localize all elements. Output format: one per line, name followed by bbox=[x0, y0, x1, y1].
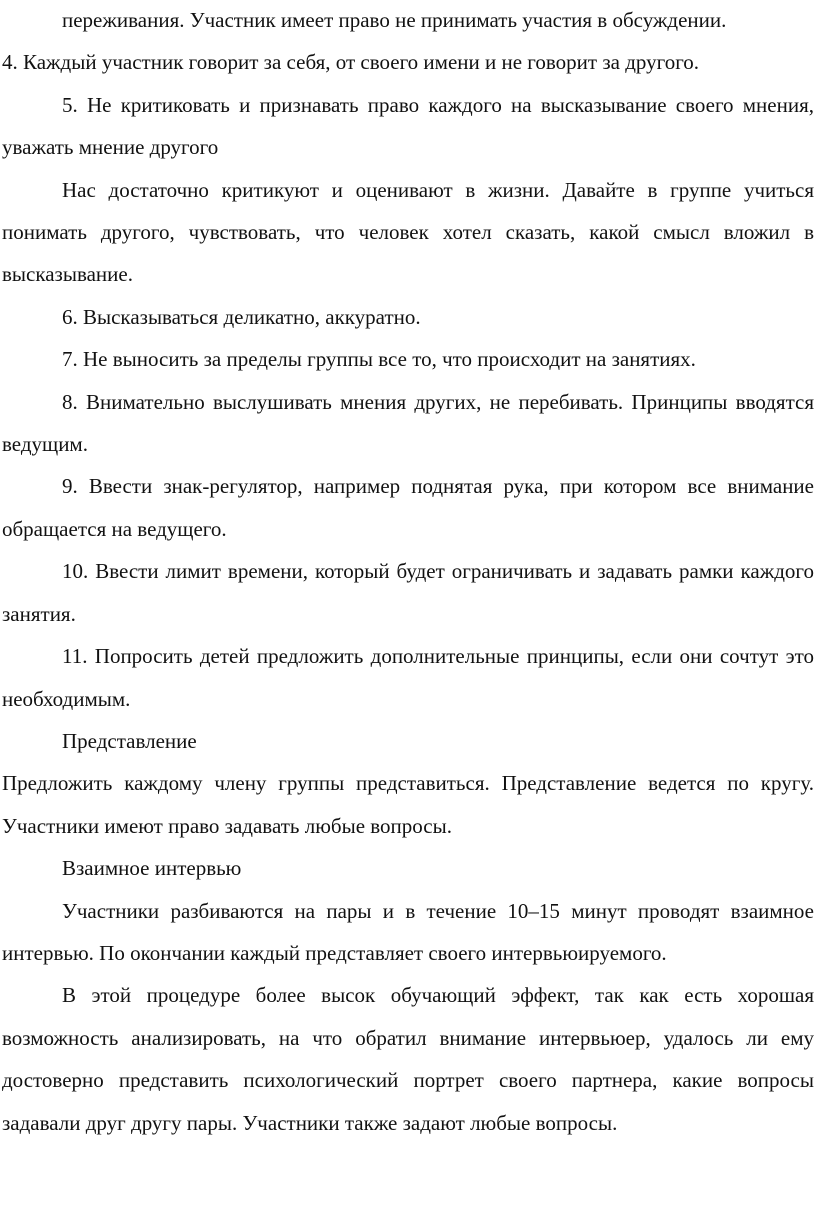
paragraph-participation-right: переживания. Участник имеет право не принимать участия в обсуждении. bbox=[62, 8, 727, 32]
paragraph-rule-7: 7. Не выносить за пределы группы все то, что происходит на занятиях. bbox=[62, 347, 696, 372]
paragraph-rule-6: 6. Высказываться деликатно, аккуратно. bbox=[62, 304, 421, 329]
paragraph-rule-11: 11. Попросить детей предложить дополнительные принципы, если они сочтут это необходимым. bbox=[2, 644, 814, 711]
paragraph-rule-9: 9. Ввести знак-регулятор, например поднятая рука, при котором все внимание обращается на ведущего. bbox=[2, 474, 814, 541]
paragraph-introduction: Предложить каждому члену группы представиться. Представление ведется по кругу. Участники имеют право задавать любые вопросы. bbox=[2, 771, 814, 838]
paragraph-rule-4: 4. Каждый участник говорит за себя, от своего имени и не говорит за другого. bbox=[2, 50, 700, 75]
paragraph-rule-5: 5. Не критиковать и признавать право каждого на высказывание своего мнения, уважать мнение другого bbox=[2, 92, 814, 160]
heading-mutual-interview: Взаимное интервью bbox=[62, 856, 242, 881]
heading-introduction: Представление bbox=[62, 728, 197, 753]
paragraph-rule-10: 10. Ввести лимит времени, который будет ограничивать и задавать рамки каждого занятия. bbox=[2, 559, 814, 626]
paragraph-mutual-interview: Участники разбиваются на пары и в течение 10–15 минут проводят взаимное интервью. По окончании каждый представляет своего интервьюируемого. bbox=[2, 898, 814, 965]
paragraph-rule-8: 8. Внимательно выслушивать мнения других, не перебивать. Принципы вводятся ведущим. bbox=[2, 389, 814, 457]
paragraph-procedure-effect: В этой процедуре более высок обучающий эффект, так как есть хорошая возможность анализировать, на что обратил внимание интервьюер, удалось ли ему достоверно представить психологический портрет своего партнера, какие вопросы задавали друг другу пары. Участники также задают любые вопросы. bbox=[2, 983, 814, 1135]
paragraph-rule-5-explanation: Нас достаточно критикуют и оценивают в жизни. Давайте в группе учиться понимать другого, чувствовать, что человек хотел сказать, какой смысл вложил в высказывание. bbox=[2, 177, 814, 287]
